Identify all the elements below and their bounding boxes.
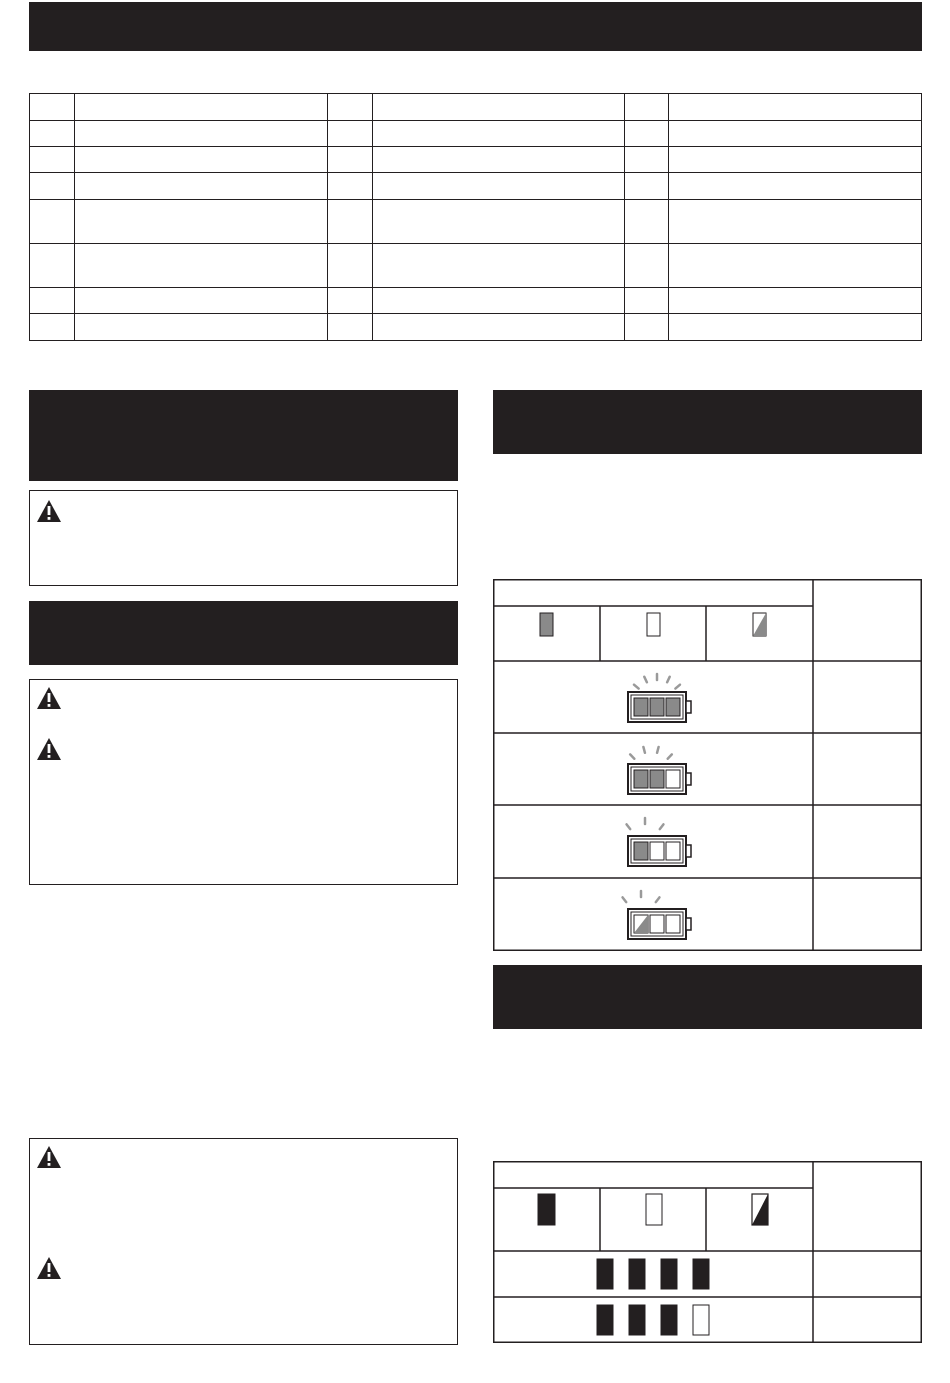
battery-indicator-icon [628, 747, 691, 794]
lamp-segment-icon [629, 1259, 645, 1289]
lamp-segment-icon [693, 1259, 709, 1289]
table-row [30, 121, 922, 147]
section-header-bar [493, 390, 922, 454]
legend-lit-icon [538, 1194, 555, 1225]
top-header-bar [29, 2, 922, 51]
battery-indicator-icon [627, 818, 691, 866]
warning-box [29, 679, 458, 885]
battery-indicator-icon [628, 674, 691, 722]
table-row [30, 244, 922, 288]
table-row [30, 288, 922, 314]
battery-indicator-table-drawing [493, 579, 922, 951]
table-row [30, 147, 922, 173]
lamp-segment-icon [693, 1305, 709, 1335]
parts-table [29, 93, 922, 341]
warning-triangle-icon [36, 1256, 62, 1280]
table-row [30, 94, 922, 121]
lamp-segment-icon [661, 1259, 677, 1289]
lamp-indicator-table-drawing [493, 1161, 922, 1343]
lamp-indicator-table [493, 1161, 922, 1343]
legend-blinking-icon [752, 1194, 768, 1225]
table-row [30, 173, 922, 200]
legend-off-icon [647, 613, 660, 636]
table-row [30, 314, 922, 341]
warning-triangle-icon [36, 737, 62, 761]
table-row [30, 200, 922, 244]
legend-lit-icon [540, 613, 553, 636]
warning-triangle-icon [36, 1145, 62, 1169]
legend-off-icon [646, 1194, 662, 1225]
section-header-bar [29, 601, 458, 665]
lamp-segment-icon [597, 1259, 613, 1289]
lamp-segment-icon [597, 1305, 613, 1335]
battery-indicator-icon [623, 891, 691, 939]
section-header-bar [29, 390, 458, 481]
legend-blinking-icon [753, 613, 766, 636]
section-header-bar [493, 965, 922, 1029]
warning-box [29, 490, 458, 586]
warning-box [29, 1138, 458, 1345]
battery-indicator-table [493, 579, 922, 951]
warning-triangle-icon [36, 686, 62, 710]
lamp-segment-icon [661, 1305, 677, 1335]
warning-triangle-icon [36, 499, 62, 523]
lamp-segment-icon [629, 1305, 645, 1335]
